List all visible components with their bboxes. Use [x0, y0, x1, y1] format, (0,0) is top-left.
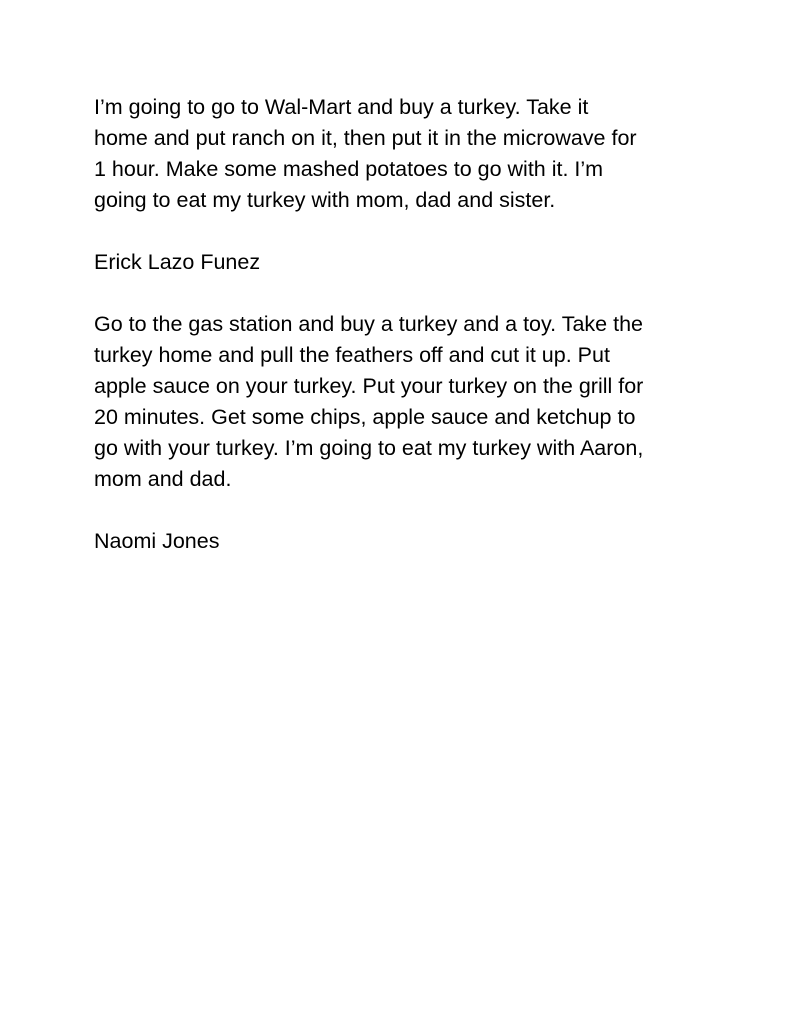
entry-author-1: Erick Lazo Funez: [94, 250, 261, 274]
entry-author-2: Naomi Jones: [94, 529, 220, 553]
entry-text-1: I’m going to go to Wal-Mart and buy a turkey. Take it home and put ranch on it, then put it in the microwave for 1 hour. Make some mashed potatoes to go with it. I’m going to eat my turkey with mom, dad and sister.: [94, 95, 637, 212]
paragraph-spacer: [94, 278, 714, 309]
entry-text-2: Go to the gas station and buy a turkey and a toy. Take the turkey home and pull the feathers off and cut it up. Put apple sauce on your turkey. Put your turkey on the grill for 20 minutes. Get some chips, apple sauce and ketchup to go with your turkey. I’m going to eat my turkey with Aaron, mom and dad.: [94, 312, 644, 491]
paragraph-spacer: [94, 495, 714, 526]
document-body: [94, 92, 714, 557]
paragraph-spacer: [94, 216, 714, 247]
